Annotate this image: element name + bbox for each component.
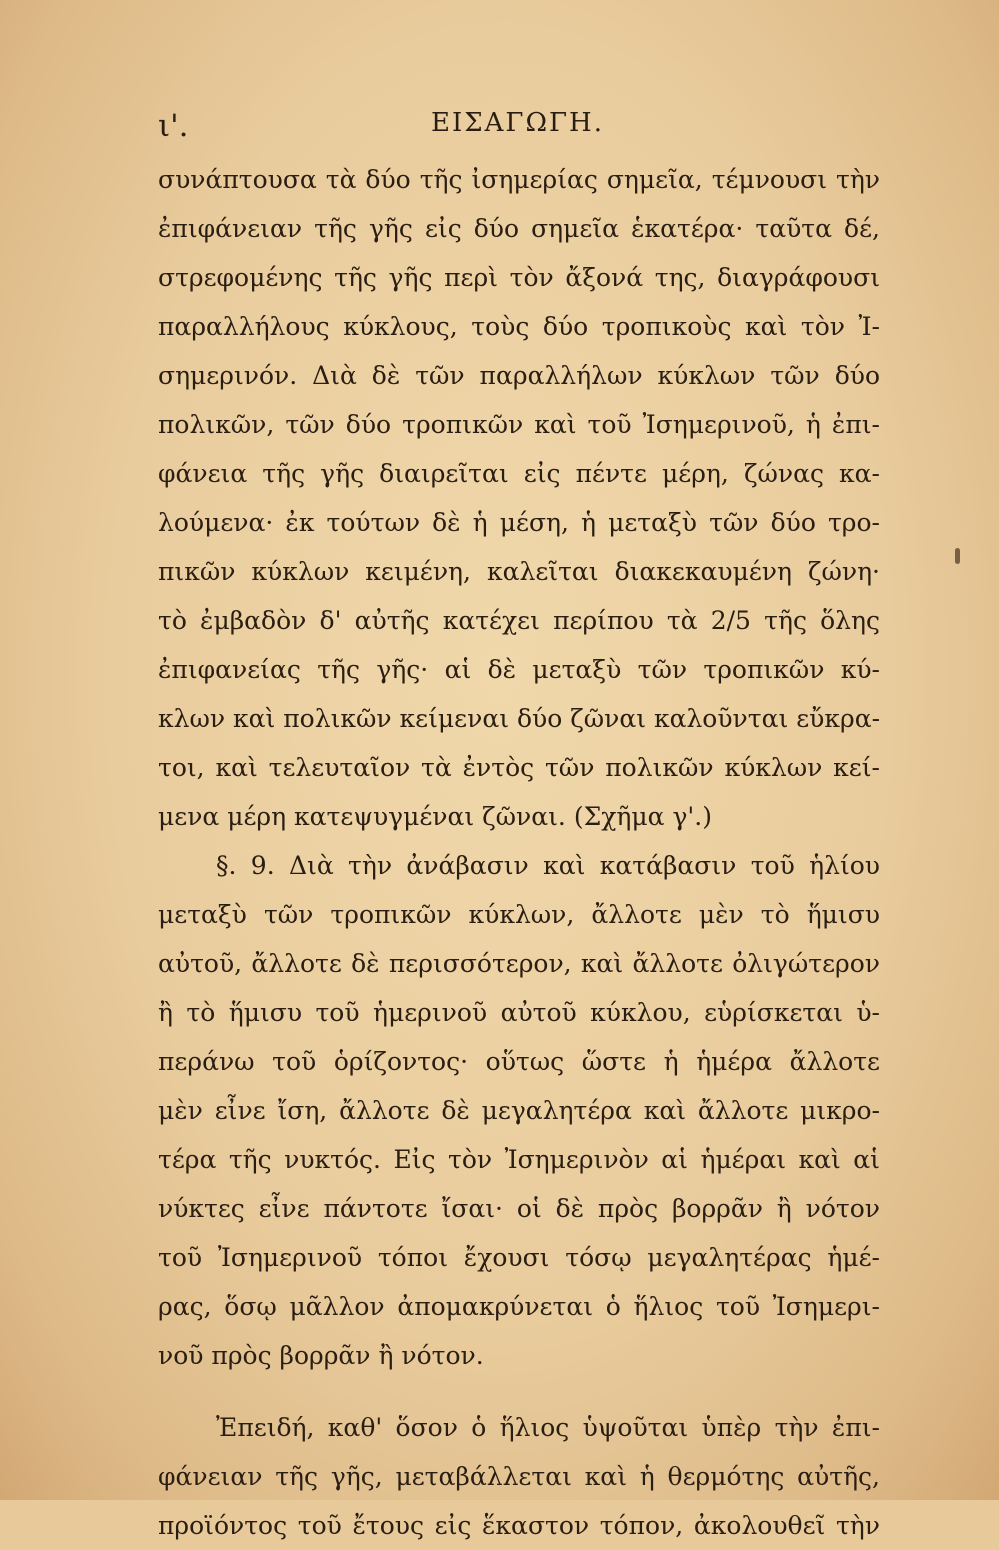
text-line: περάνω τοῦ ὁρίζοντος· οὕτως ὥστε ἡ ἡμέρα ἄλλοτε — [158, 1047, 880, 1076]
paragraph-first-line: Ἐπειδή, καθ' ὅσον ὁ ἥλιος ὑψοῦται ὑπὲρ τὴν ἐπι- — [216, 1413, 880, 1442]
text-line: αὐτοῦ, ἄλλοτε δὲ περισσότερον, καὶ ἄλλοτε ὀλιγώτερον — [158, 949, 880, 978]
text-line: ρας, ὅσῳ μᾶλλον ἀπομακρύνεται ὁ ἥλιος τοῦ Ἰσημερι- — [158, 1292, 880, 1321]
text-line: πολικῶν, τῶν δύο τροπικῶν καὶ τοῦ Ἰσημερινοῦ, ἡ ἐπι- — [158, 410, 880, 439]
text-line: προϊόντος τοῦ ἔτους εἰς ἕκαστον τόπον, ἀκολουθεῖ τὴν — [158, 1511, 880, 1540]
text-line: συνάπτουσα τὰ δύο τῆς ἰσημερίας σημεῖα, τέμνουσι τὴν — [158, 165, 880, 194]
text-line: τὸ ἐμβαδὸν δ' αὐτῆς κατέχει περίπου τὰ 2/5 τῆς ὅλης — [158, 606, 880, 635]
text-line: τέρα τῆς νυκτός. Εἰς τὸν Ἰσημερινὸν αἱ ἡμέραι καὶ αἱ — [158, 1145, 880, 1174]
text-line: κλων καὶ πολικῶν κείμεναι δύο ζῶναι καλοῦνται εὔκρα- — [158, 704, 881, 733]
page-number: ι'. — [158, 108, 189, 144]
text-line: φάνεια τῆς γῆς διαιρεῖται εἰς πέντε μέρη, ζώνας κα- — [158, 459, 880, 488]
body-text — [158, 155, 880, 1550]
text-line: πικῶν κύκλων κειμένη, καλεῖται διακεκαυμένη ζώνη· — [158, 557, 880, 586]
text-line: ἐπιφάνειαν τῆς γῆς εἰς δύο σημεῖα ἑκατέρα· ταῦτα δέ, — [158, 214, 880, 243]
text-line: μεταξὺ τῶν τροπικῶν κύκλων, ἄλλοτε μὲν τὸ ἥμισυ — [158, 900, 880, 929]
text-line: νοῦ πρὸς βορρᾶν ἢ νότον. — [158, 1341, 484, 1370]
text-line: φάνειαν τῆς γῆς, μεταβάλλεται καὶ ἡ θερμότης αὐτῆς, — [158, 1462, 880, 1491]
text-line: σημερινόν. Διὰ δὲ τῶν παραλλήλων κύκλων τῶν δύο — [158, 361, 880, 390]
ink-spot — [955, 548, 960, 564]
text-line: λούμενα· ἐκ τούτων δὲ ἡ μέση, ἡ μεταξὺ τῶν δύο τρο- — [158, 508, 880, 537]
text-line: παραλλήλους κύκλους, τοὺς δύο τροπικοὺς καὶ τὸν Ἰ- — [158, 312, 880, 341]
text-line: τοι, καὶ τελευταῖον τὰ ἐντὸς τῶν πολικῶν κύκλων κεί- — [158, 753, 880, 782]
text-line: τοῦ Ἰσημερινοῦ τόποι ἔχουσι τόσῳ μεγαλητέρας ἡμέ- — [158, 1243, 880, 1272]
text-line: μενα μέρη κατεψυγμέναι ζῶναι. (Σχῆμα γ'.) — [158, 802, 712, 831]
running-head: ΕΙΣΑΓΩΓΗ. — [431, 108, 604, 138]
text-line: ἢ τὸ ἥμισυ τοῦ ἡμερινοῦ αὐτοῦ κύκλου, εὑρίσκεται ὑ- — [158, 998, 880, 1027]
text-line: στρεφομένης τῆς γῆς περὶ τὸν ἄξονά της, διαγράφουσι — [158, 263, 880, 292]
section-heading-line: §. 9. Διὰ τὴν ἀνάβασιν καὶ κατάβασιν τοῦ ἡλίου — [216, 851, 880, 880]
text-line: μὲν εἶνε ἴση, ἄλλοτε δὲ μεγαλητέρα καὶ ἄλλοτε μικρο- — [158, 1096, 880, 1125]
paragraph-gap — [158, 1380, 880, 1403]
text-line: νύκτες εἶνε πάντοτε ἴσαι· οἱ δὲ πρὸς βορρᾶν ἢ νότον — [158, 1194, 880, 1223]
page-header — [158, 108, 877, 148]
text-line: ἐπιφανείας τῆς γῆς· αἱ δὲ μεταξὺ τῶν τροπικῶν κύ- — [158, 655, 880, 684]
